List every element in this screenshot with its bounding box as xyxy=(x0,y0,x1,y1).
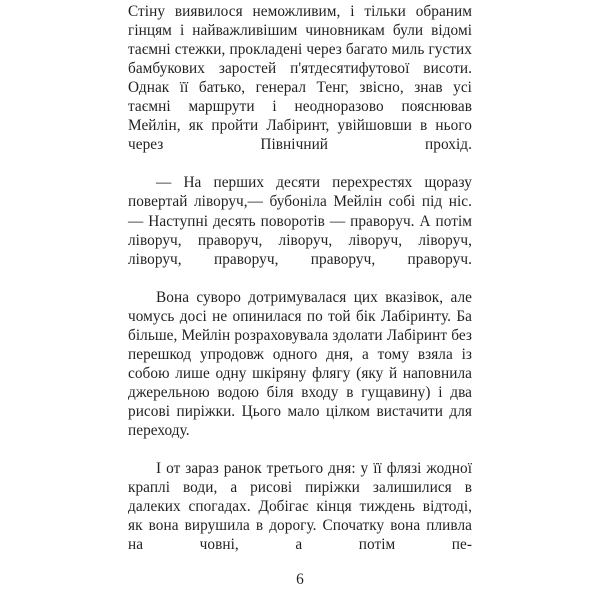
paragraph-4: І от зараз ранок третього дня: у її флязі жодної краплі води, а рисові пиріжки залишилися в далеких спогадах. Добігає кінця тиждень відтоді, як вона вирушила в дорогу. Спочатку вона пливла на човні, а потім пе xyxy=(128,460,472,554)
page-number: 6 xyxy=(296,571,304,588)
paragraph-2: — На перших десяти перехрестях щоразу повертай ліворуч,— бубоніла Мейлін собі під ніс.— Наступні десять поворотів — праворуч. А потім ліворуч, праворуч, ліворуч, ліворуч, ліворуч, ліворуч, праворуч, праворуч, праворуч. xyxy=(128,174,472,268)
paragraph-1: Стіну виявилося неможливим, і тільки обраним гінцям і найважливішим чиновникам були відомі таємні стежки, прокладені через багато миль густих бамбукових заростей п'ятдесятифутової висоти. Однак її батько, генерал Тенг, звісно, знав усі таємні маршрути і неодноразово пояснював Мейлін, як пройти Лабіринт, увійшовши в нього через Північний прохід. xyxy=(128,3,472,154)
page-text-block xyxy=(128,2,472,573)
paragraph-3: Вона суворо дотримувалася цих вказівок, але чомусь досі не опинилася по той бік Лабіринту. Ба більше, Мейлін розраховувала здолати Лабіринт без перешкод упродовж одного дня, а тому взяла із собою лише одну шкіряну флягу (яку й наповнила джерельною водою біля входу в гущавину) і два рисові пиріжки. Цього мало цілком вистачити для переходу. xyxy=(128,288,472,440)
